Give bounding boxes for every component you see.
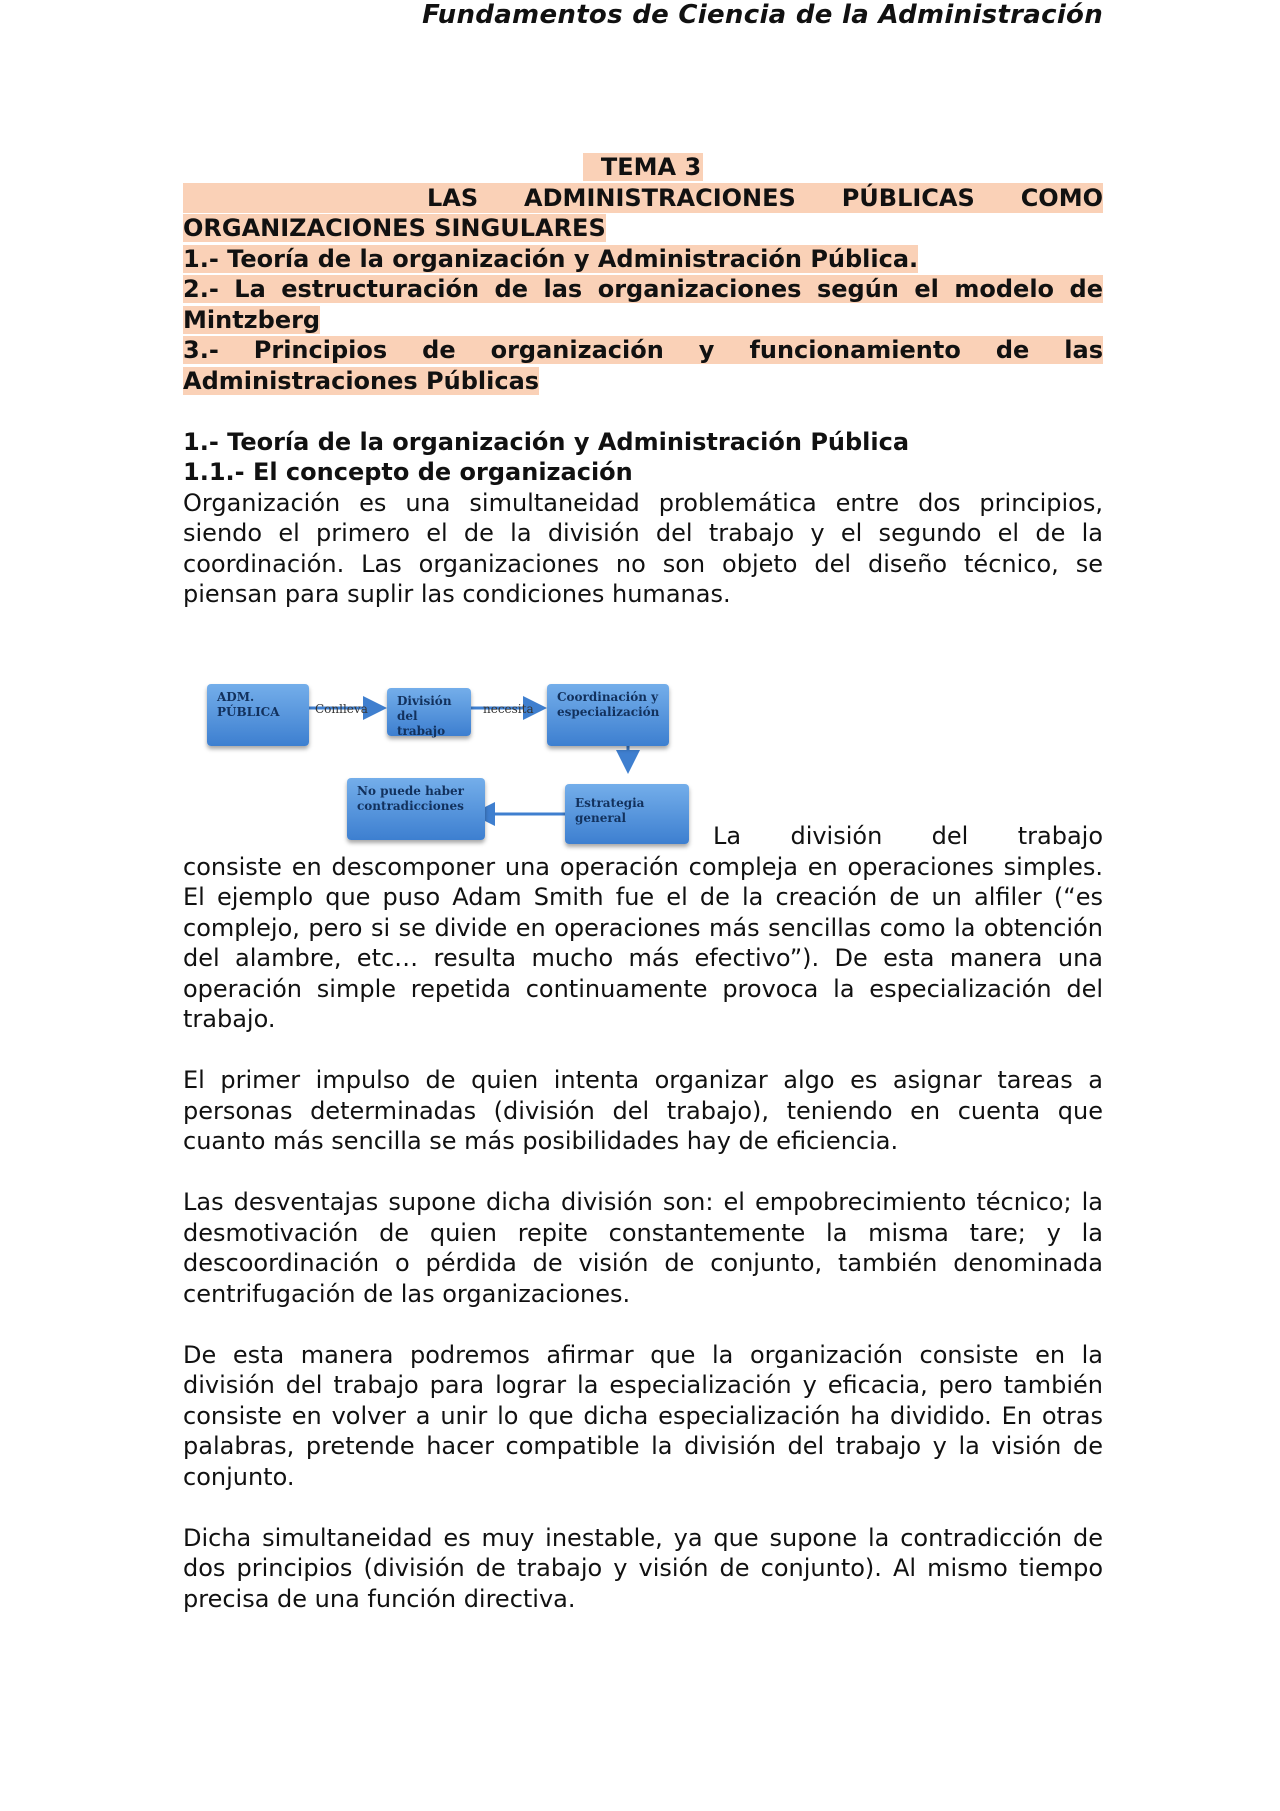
- topic-item-1: 1.- Teoría de la organización y Administración Pública.: [183, 244, 919, 273]
- p1-word-1: La: [713, 822, 742, 850]
- node-division-line1: División del: [397, 693, 452, 723]
- section-subheading: 1.1.- El concepto de organización: [183, 458, 633, 486]
- paragraph-3: Las desventajas supone dicha división son: el empobrecimiento técnico; la desmotivación de quien repite constantemente la misma tare; y la descoordinación o pérdida de visión de conjunto, también denominada centrifugación de las organizaciones.: [183, 1188, 1103, 1308]
- node-division-line2: trabajo: [397, 723, 446, 738]
- node-coordinacion: [547, 684, 669, 746]
- paragraph-2: El primer impulso de quien intenta organizar algo es asignar tareas a personas determinadas (división del trabajo), teniendo en cuenta que cuanto más sencilla se más posibilidades hay de eficiencia.: [183, 1066, 1103, 1155]
- node-coordinacion-line1: Coordinación y: [557, 689, 659, 704]
- paragraph-4: De esta manera podremos afirmar que la organización consiste en la división del trabajo para lograr la especialización y eficacia, pero también consiste en volver a unir lo que dicha especialización ha dividido. En otras palabras, pretende hacer compatible la división del trabajo y la visión de conjunto.: [183, 1340, 1103, 1491]
- p1-word-4: trabajo: [1017, 822, 1103, 850]
- topic-tema: TEMA 3: [583, 153, 703, 181]
- node-coordinacion-line2: especialización: [557, 704, 660, 719]
- intro-paragraph: Organización es una simultaneidad problemática entre dos principios, siendo el primero el de la división del trabajo y el segundo el de la coordinación. Las organizaciones no son objeto del diseño técnico, se piensan para suplir las condiciones humanas.: [183, 488, 1103, 608]
- topic-item-1-row: [183, 244, 1103, 275]
- document-body: [183, 152, 1103, 1614]
- organization-diagram: [183, 666, 1103, 852]
- edge-label-conlleva: Conlleva: [315, 701, 368, 716]
- node-contradicciones-line2: contradicciones: [357, 798, 464, 813]
- paragraph-1-start: [713, 821, 1103, 852]
- node-adm-publica: [207, 684, 309, 746]
- running-header: Fundamentos de Ciencia de la Administración: [422, 0, 1103, 30]
- node-adm-line2: PÚBLICA: [217, 704, 280, 719]
- topic-item-2: 2.- La estructuración de las organizaciones según el modelo de Mintzberg: [183, 275, 1103, 334]
- node-adm-line1: ADM.: [217, 689, 255, 704]
- node-estrategia-line2: general: [575, 810, 627, 825]
- node-contradicciones-line1: No puede haber: [357, 783, 464, 798]
- topic-title-line2-row: [183, 213, 1103, 244]
- topic-tema-line: [183, 152, 1103, 183]
- node-estrategia-line1: Estrategia: [575, 795, 645, 810]
- topic-title-line2: ORGANIZACIONES SINGULARES: [183, 214, 606, 242]
- node-estrategia: [565, 784, 689, 844]
- topic-item-3: 3.- Principios de organización y funcionamiento de las Administraciones Públicas: [183, 336, 1103, 395]
- topic-block: [183, 152, 1103, 396]
- topic-item-3-row: [183, 335, 1103, 396]
- topic-title: [183, 183, 1103, 214]
- paragraph-1: consiste en descomponer una operación compleja en operaciones simples. El ejemplo que puso Adam Smith fue el de la creación de un alfiler (“es complejo, pero si se divide en operaciones más sencillas como la obtención del alambre, etc… resulta mucho más efectivo”). De esta manera una operación simple repetida continuamente provoca la especialización del trabajo.: [183, 852, 1103, 1033]
- paragraph-5: Dicha simultaneidad es muy inestable, ya que supone la contradicción de dos principios (división de trabajo y visión de conjunto). Al mismo tiempo precisa de una función directiva.: [183, 1523, 1103, 1613]
- node-contradicciones: [347, 778, 485, 840]
- p1-word-3: del: [931, 822, 969, 850]
- section-heading: 1.- Teoría de la organización y Administración Pública: [183, 427, 910, 456]
- topic-title-line1: LAS ADMINISTRACIONES PÚBLICAS COMO: [427, 183, 1103, 212]
- node-division-trabajo: [387, 688, 471, 736]
- p1-word-2: división: [790, 822, 883, 850]
- topic-item-2-row: [183, 274, 1103, 335]
- edge-label-necesita: necesita: [483, 701, 534, 716]
